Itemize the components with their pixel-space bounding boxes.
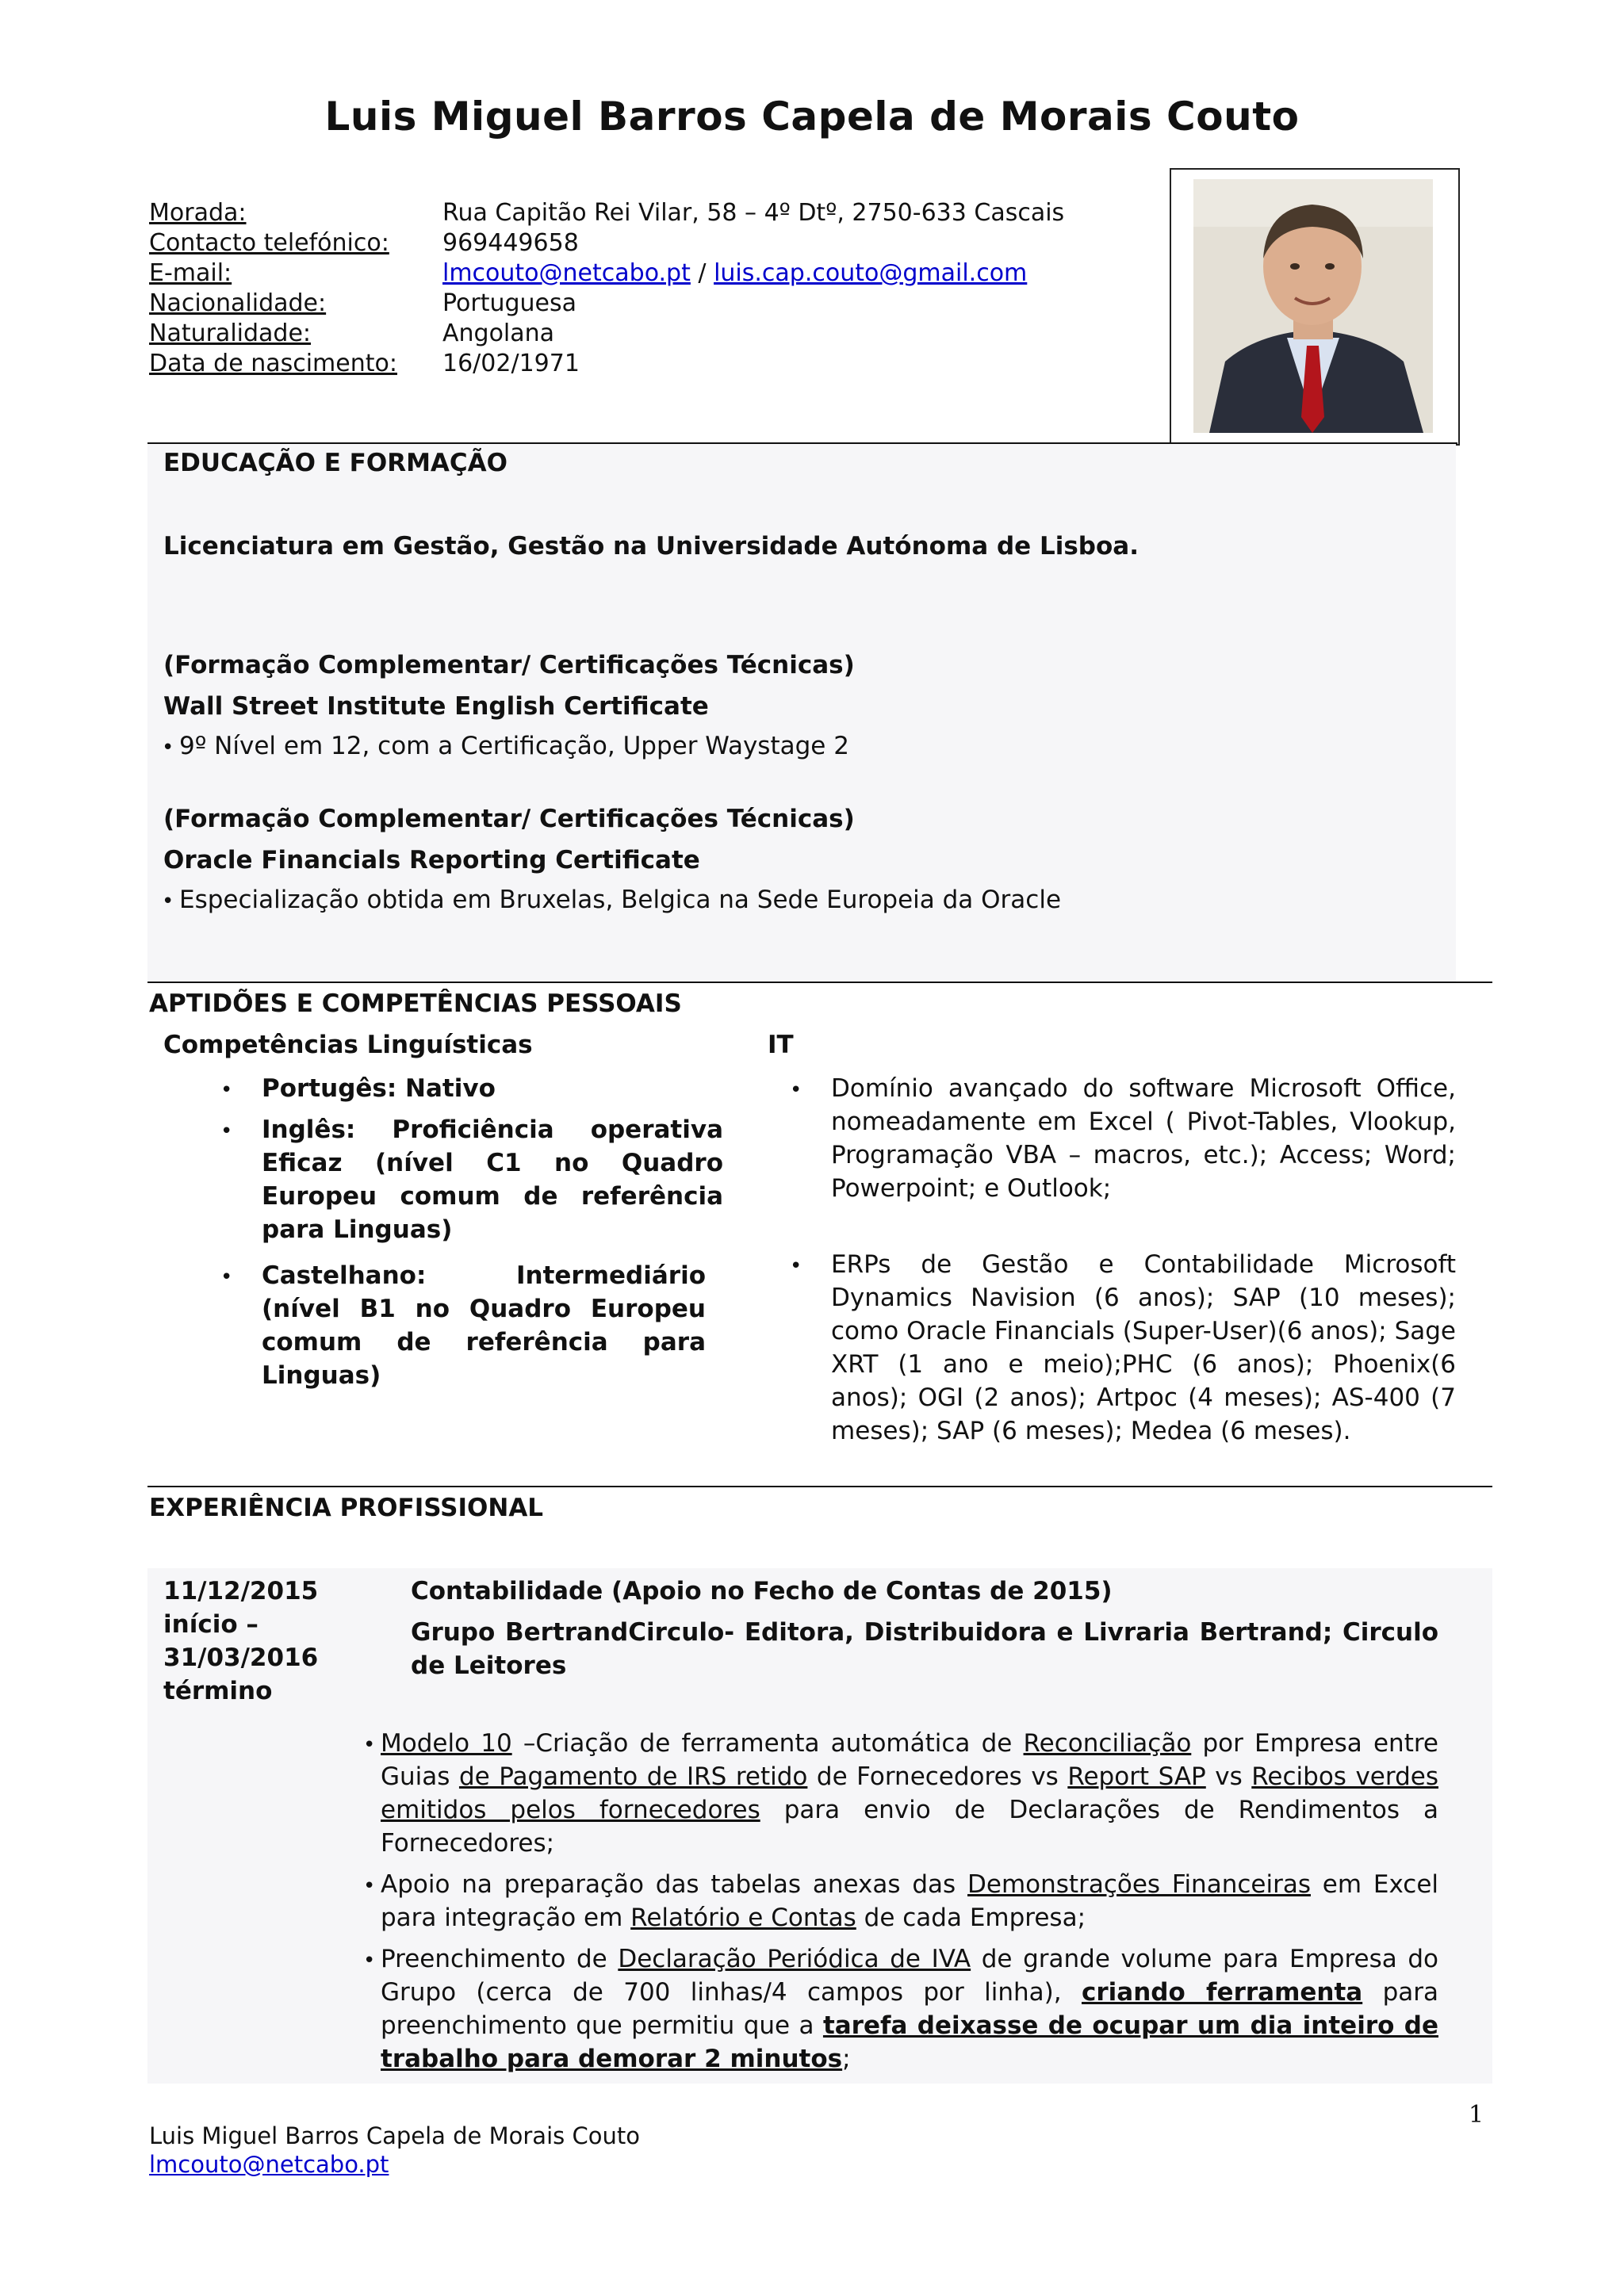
- job-start-date: 11/12/2015: [163, 1577, 319, 1605]
- email-row: [149, 258, 1027, 289]
- section-divider: [147, 442, 1457, 444]
- photo-frame: [1170, 168, 1460, 446]
- experience-heading: EXPERIÊNCIA PROFISSIONAL: [149, 1494, 544, 1522]
- phone-row: [149, 228, 579, 258]
- education-degree: Licenciatura em Gestão, Gestão na Universidade Autónoma de Lisboa.: [163, 532, 1139, 561]
- bullet-icon: •: [363, 1874, 376, 1898]
- cert1-type: (Formação Complementar/ Certificações Técnicas): [163, 651, 855, 679]
- job-role: Contabilidade (Apoio no Fecho de Contas de 2015): [411, 1577, 1113, 1605]
- phone-label: Contacto telefónico:: [149, 229, 389, 257]
- phone-value: 969449658: [442, 229, 579, 257]
- birthdate-row: [149, 349, 580, 379]
- bullet-icon: •: [363, 1733, 376, 1757]
- page-number: 1: [1469, 2101, 1484, 2129]
- language-spanish: Castelhano: Intermediário (nível B1 no Quadro Europeu comum de referência para Linguas): [262, 1261, 706, 1390]
- section-divider: [147, 982, 1492, 983]
- it-skill-office: Domínio avançado do software Microsoft Office, nomeadamente em Excel ( Pivot-Tables, Vlookup, Programação VBA – macros, etc.); Access; Word; Powerpoint; e Outlook;: [831, 1074, 1456, 1203]
- cert2-type: (Formação Complementar/ Certificações Técnicas): [163, 805, 855, 833]
- bullet-icon: •: [363, 1949, 376, 1973]
- nationality-value: Portuguesa: [442, 289, 577, 317]
- page-title: Luis Miguel Barros Capela de Morais Couto: [324, 94, 1300, 140]
- it-heading: IT: [768, 1031, 794, 1059]
- bullet-icon: •: [162, 736, 174, 760]
- birthplace-row: [149, 319, 554, 349]
- address-value: Rua Capitão Rei Vilar, 58 – 4º Dtº, 2750-633 Cascais: [442, 199, 1065, 227]
- birthdate-value: 16/02/1971: [442, 350, 580, 377]
- cert2-detail: Especialização obtida em Bruxelas, Belgica na Sede Europeia da Oracle: [179, 886, 1062, 914]
- languages-heading: Competências Linguísticas: [163, 1031, 533, 1059]
- job-task-financial-statements: Apoio na preparação das tabelas anexas das Demonstrações Financeiras em Excel para integração em Relatório e Contas de cada Empresa;: [381, 1870, 1439, 1932]
- bullet-icon: •: [220, 1265, 233, 1289]
- education-heading: EDUCAÇÃO E FORMAÇÃO: [163, 449, 508, 477]
- bullet-icon: •: [162, 890, 174, 913]
- email-label: E-mail:: [149, 259, 232, 287]
- nationality-row: [149, 289, 576, 319]
- birthplace-label: Naturalidade:: [149, 320, 312, 347]
- email-link-primary[interactable]: lmcouto@netcabo.pt: [442, 259, 691, 287]
- birthplace-value: Angolana: [442, 320, 555, 347]
- job-task-vat: Preenchimento de Declaração Periódica de IVA de grande volume para Empresa do Grupo (cerca de 700 linhas/4 campos por linha), criando ferramenta para preenchimento que permitiu que a tarefa deixasse de ocupar um dia inteiro de trabalho para demorar 2 minutos;: [381, 1945, 1439, 2073]
- it-skill-erp: ERPs de Gestão e Contabilidade Microsoft Dynamics Navision (6 anos); SAP (10 meses); como Oracle Financials (Super-User)(6 anos); Sage XRT (1 ano e meio);PHC (6 anos); Phoenix(6 anos); OGI (2 anos); Artpoc (4 meses); AS-400 (7 meses); SAP (6 meses); Medea (6 meses).: [831, 1250, 1456, 1445]
- job-task-modelo10: Modelo 10 –Criação de ferramenta automática de Reconciliação por Empresa entre Guias de Pagamento de IRS retido de Fornecedores vs Report SAP vs Recibos verdes emitidos pelos fornecedores para envio de Declarações de Rendimentos a Fornecedores;: [381, 1729, 1438, 1858]
- footer: [149, 2122, 640, 2179]
- address-label: Morada:: [149, 199, 247, 227]
- footer-name: Luis Miguel Barros Capela de Morais Couto: [149, 2122, 640, 2149]
- job-start-label: início –: [163, 1610, 259, 1639]
- footer-email-link[interactable]: lmcouto@netcabo.pt: [149, 2151, 389, 2178]
- job-end-label: término: [163, 1677, 273, 1705]
- language-english: Inglês: Proficiência operativa Eficaz (nível C1 no Quadro Europeu comum de referência para Linguas): [262, 1115, 723, 1244]
- email-separator: /: [690, 259, 714, 287]
- email-link-secondary[interactable]: luis.cap.couto@gmail.com: [714, 259, 1028, 287]
- job-end-date: 31/03/2016: [163, 1644, 319, 1672]
- address-row: [149, 198, 1064, 228]
- cert1-detail: 9º Nível em 12, com a Certificação, Upper Waystage 2: [179, 732, 849, 760]
- bullet-icon: •: [220, 1078, 233, 1102]
- language-portuguese: Portugês: Nativo: [262, 1074, 496, 1103]
- cert1-name: Wall Street Institute English Certificate: [163, 692, 709, 721]
- job-company: Grupo BertrandCirculo- Editora, Distribuidora e Livraria Bertrand; Circulo de Leitores: [411, 1618, 1438, 1680]
- skills-heading: APTIDÕES E COMPETÊNCIAS PESSOAIS: [149, 989, 682, 1018]
- birthdate-label: Data de nascimento:: [149, 350, 397, 377]
- profile-photo: [1193, 179, 1433, 433]
- bullet-icon: •: [790, 1078, 802, 1102]
- section-divider: [147, 1486, 1492, 1487]
- bullet-icon: •: [790, 1254, 802, 1278]
- bullet-icon: •: [220, 1119, 233, 1143]
- nationality-label: Nacionalidade:: [149, 289, 327, 317]
- cert2-name: Oracle Financials Reporting Certificate: [163, 846, 700, 874]
